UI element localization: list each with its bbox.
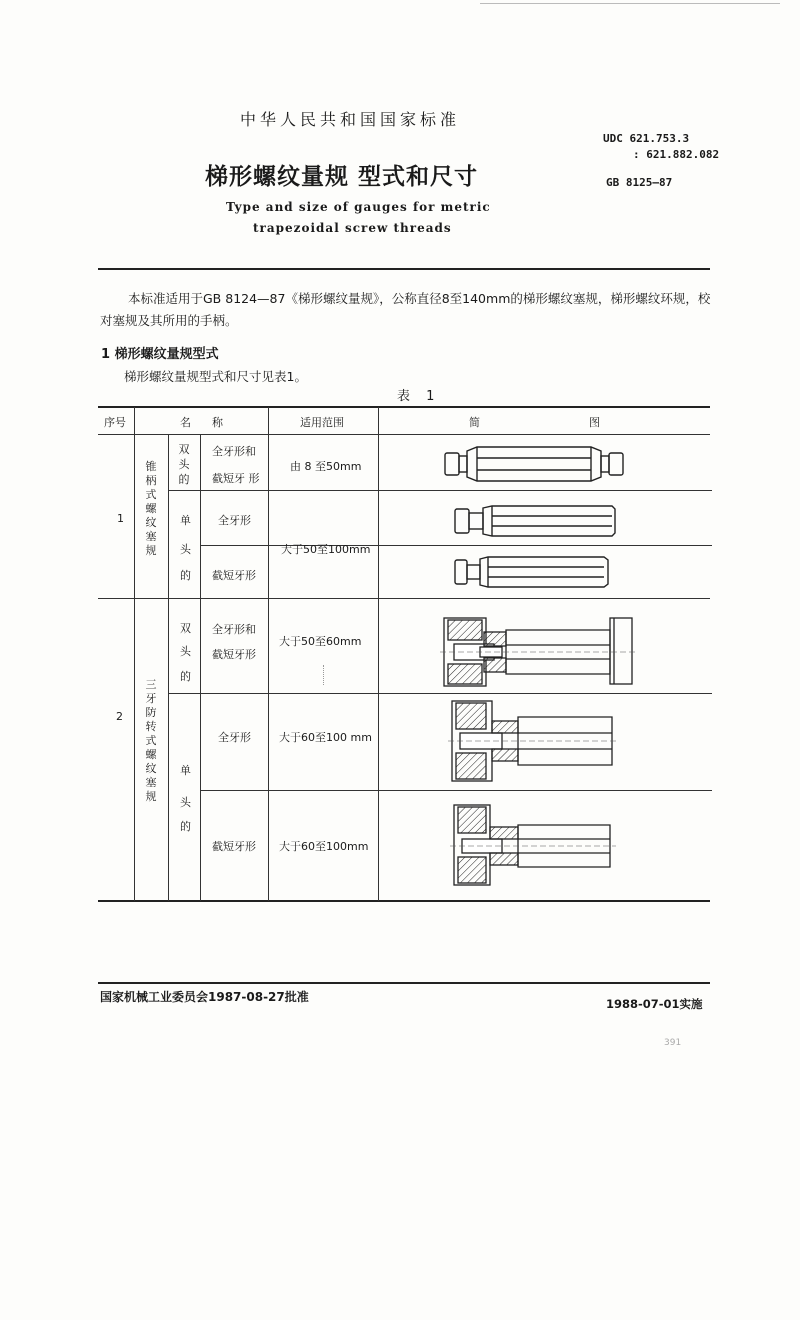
header-sketch-b: 图 xyxy=(589,416,600,429)
col-divider-group xyxy=(168,434,169,901)
row2-r1-name-a: 全牙形和 xyxy=(212,623,256,636)
row1-r1-range: 由 8 至50mm xyxy=(290,460,362,473)
row2-double-head-char: 头 xyxy=(180,645,191,658)
top-scan-line xyxy=(480,3,780,4)
row1-double-head-char: 双 xyxy=(178,443,190,456)
row1-r3-name: 截短牙形 xyxy=(212,569,256,582)
sketch-single-full-thread-plug xyxy=(454,505,616,537)
row2-group-char: 牙 xyxy=(145,692,157,705)
col-divider-no xyxy=(134,407,135,901)
english-title-line-1: Type and size of gauges for metric xyxy=(226,200,491,214)
header-name-a: 名 xyxy=(180,416,191,429)
header-no: 序号 xyxy=(104,416,126,429)
row2-r1-range: 大于50至60mm xyxy=(279,635,362,648)
standard-org-title: 中华人民共和国国家标准 xyxy=(240,110,461,129)
gb-number: GB 8125—87 xyxy=(606,176,673,189)
row1-group-char: 塞 xyxy=(145,530,157,543)
row2-single-head-char: 的 xyxy=(180,820,191,833)
col-divider-head xyxy=(200,434,201,901)
row1-group-char: 螺 xyxy=(145,502,157,515)
row1-divider-b xyxy=(200,545,712,546)
row1-r1-name-b: 截短牙 形 xyxy=(212,472,260,485)
table-caption: 表 1 xyxy=(397,389,441,404)
table-header-rule xyxy=(98,434,710,435)
page-number: 391 xyxy=(664,1038,682,1048)
row2-group-char: 螺 xyxy=(145,748,157,761)
row2-number: 2 xyxy=(116,710,123,723)
document-title: 梯形螺纹量规 型式和尺寸 xyxy=(205,164,479,190)
row1-divider-a xyxy=(200,490,712,491)
row2-single-head-char: 头 xyxy=(180,796,191,809)
row2-r2-name: 全牙形 xyxy=(218,731,251,744)
row2-range-dotted-guide xyxy=(323,665,325,685)
row1-group-char: 式 xyxy=(145,488,157,501)
row2-group-char: 式 xyxy=(145,734,157,747)
row1-double-head xyxy=(177,442,191,487)
row2-group-name xyxy=(144,678,158,804)
sketch-three-tooth-single-truncated-thread-plug xyxy=(450,801,616,891)
approval-date: 国家机械工业委员会1987-08-27批准 xyxy=(100,990,309,1004)
header-rule xyxy=(98,268,710,270)
footer-rule xyxy=(98,982,710,984)
row1-single-head-char: 单 xyxy=(180,514,191,527)
section-1-text: 梯形螺纹量规型式和尺寸见表1。 xyxy=(124,369,307,384)
row2-single-head-char: 单 xyxy=(180,764,191,777)
row1-r1-name-a: 全牙形和 xyxy=(212,445,256,458)
row2-group-char: 转 xyxy=(145,720,157,733)
row2-double-head-char: 双 xyxy=(180,622,191,635)
row1-single-head-char: 的 xyxy=(180,569,191,582)
row1-number: 1 xyxy=(117,512,124,525)
row-divider-1-2 xyxy=(98,598,710,599)
section-1-heading: 1 梯形螺纹量规型式 xyxy=(101,347,219,362)
sketch-double-ended-plug xyxy=(444,446,624,482)
row1-r23-range: 大于50至100mm xyxy=(281,543,371,556)
row1-group-name xyxy=(144,460,158,558)
table-top-rule xyxy=(98,406,710,408)
row1-group-char: 柄 xyxy=(145,474,157,487)
row2-r2-range: 大于60至100 mm xyxy=(279,731,372,744)
row1-double-head-char: 的 xyxy=(178,473,190,486)
row2-r3-range: 大于60至100mm xyxy=(279,840,369,853)
row1-r2-name: 全牙形 xyxy=(218,514,251,527)
effective-date: 1988-07-01实施 xyxy=(606,997,703,1011)
row1-group-char: 锥 xyxy=(145,460,157,473)
row1-group-char: 规 xyxy=(145,544,157,557)
col-divider-range xyxy=(378,407,379,901)
udc-line-1: UDC 621.753.3 xyxy=(603,132,690,145)
row2-r3-name: 截短牙形 xyxy=(212,840,256,853)
row2-group-char: 规 xyxy=(145,790,157,803)
col-divider-name xyxy=(268,407,269,901)
row1-single-head-char: 头 xyxy=(180,543,191,556)
row2-group-char: 防 xyxy=(145,706,157,719)
row1-double-head-char: 头 xyxy=(178,458,190,471)
row2-divider-a xyxy=(168,693,712,694)
header-name-b: 称 xyxy=(212,416,223,429)
english-title-line-2: trapezoidal screw threads xyxy=(253,221,452,235)
intro-paragraph: 本标准适用于GB 8124—87《梯形螺纹量规》，公称直径8至140mm的梯形螺纹塞规，梯形螺纹环规，校对塞规及其所用的手柄。 xyxy=(100,291,711,328)
sketch-three-tooth-double-ended-plug xyxy=(440,614,636,690)
row2-double-head-char: 的 xyxy=(180,670,191,683)
row2-group-char: 三 xyxy=(145,678,157,691)
udc-line-2: : 621.882.082 xyxy=(633,148,720,161)
row2-divider-b xyxy=(200,790,712,791)
row2-r1-name-b: 截短牙形 xyxy=(212,648,256,661)
table-bottom-rule xyxy=(98,900,710,902)
sketch-three-tooth-single-full-thread-plug xyxy=(448,697,618,787)
row1-group-char: 纹 xyxy=(145,516,157,529)
row2-group-char: 塞 xyxy=(145,776,157,789)
header-sketch-a: 简 xyxy=(469,416,480,429)
sketch-single-truncated-thread-plug xyxy=(454,556,610,588)
row1-single-head-divider xyxy=(168,490,200,491)
row2-group-char: 纹 xyxy=(145,762,157,775)
header-range: 适用范围 xyxy=(300,416,344,429)
